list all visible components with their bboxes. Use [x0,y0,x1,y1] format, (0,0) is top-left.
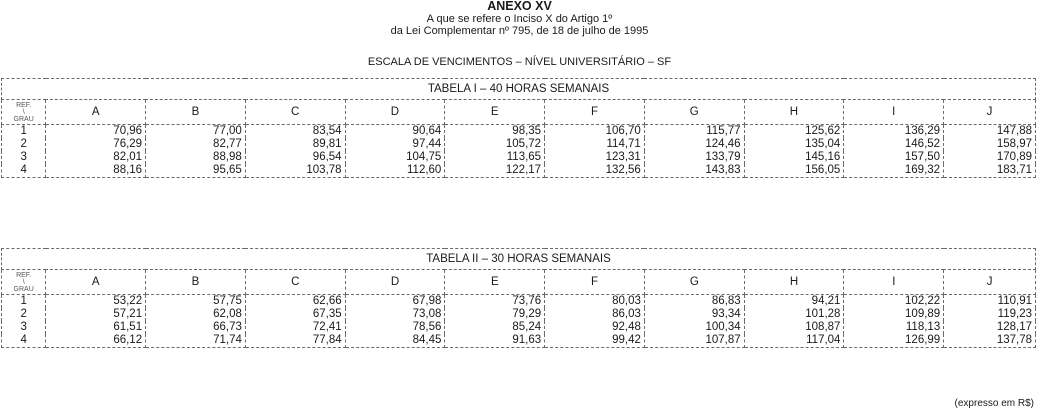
table-caption: TABELA I – 40 HORAS SEMANAIS [2,79,1036,100]
column-header: A [46,100,146,125]
salary-value-cell: 125,62 [744,125,844,139]
salary-value-cell: 92,48 [545,321,645,334]
ref-grau-header [2,270,46,295]
salary-value-cell: 88,98 [146,151,246,164]
grau-cell: 3 [2,151,46,164]
salary-value-cell: 145,16 [744,151,844,164]
salary-value-cell: 97,44 [345,138,445,151]
annex-title: ANEXO XV [487,0,552,13]
scale-title: ESCALA DE VENCIMENTOS – NÍVEL UNIVERSITÁRIO – SF [367,56,672,68]
salary-value-cell: 84,45 [345,334,445,348]
salary-value-cell: 110,91 [944,295,1036,309]
salary-value-cell: 91,63 [445,334,545,348]
salary-value-cell: 89,81 [245,138,345,151]
salary-value-cell: 61,51 [46,321,146,334]
column-header: A [46,270,146,295]
salary-value-cell: 128,17 [944,321,1036,334]
salary-value-cell: 106,70 [545,125,645,139]
salary-value-cell: 70,96 [46,125,146,139]
salary-value-cell: 95,65 [146,164,246,178]
salary-value-cell: 82,01 [46,151,146,164]
column-header: G [644,100,744,125]
salary-value-cell: 78,56 [345,321,445,334]
column-header: I [844,270,944,295]
ref-grau-label: REF. [16,101,32,109]
ref-grau-label: \ [22,108,25,116]
salary-value-cell: 124,46 [644,138,744,151]
salary-value-cell: 133,79 [644,151,744,164]
salary-value-cell: 146,52 [844,138,944,151]
salary-value-cell: 80,03 [545,295,645,309]
salary-value-cell: 94,21 [744,295,844,309]
salary-value-cell: 79,29 [445,308,545,321]
salary-value-cell: 157,50 [844,151,944,164]
salary-value-cell: 123,31 [545,151,645,164]
salary-value-cell: 114,71 [545,138,645,151]
salary-value-cell: 73,76 [445,295,545,309]
salary-value-cell: 99,42 [545,334,645,348]
salary-value-cell: 107,87 [644,334,744,348]
salary-value-cell: 53,22 [46,295,146,309]
salary-value-cell: 98,35 [445,125,545,139]
column-header: D [345,100,445,125]
salary-value-cell: 62,66 [245,295,345,309]
table-row [2,138,1036,151]
currency-footnote: (expresso em R$) [954,398,1034,409]
column-header: J [944,270,1036,295]
salary-value-cell: 132,56 [545,164,645,178]
salary-value-cell: 103,78 [245,164,345,178]
salary-value-cell: 71,74 [146,334,246,348]
salary-value-cell: 82,77 [146,138,246,151]
grau-cell: 4 [2,164,46,178]
salary-value-cell: 100,34 [644,321,744,334]
grau-cell: 4 [2,334,46,348]
salary-value-cell: 66,12 [46,334,146,348]
grau-cell: 1 [2,125,46,139]
salary-value-cell: 135,04 [744,138,844,151]
salary-value-cell: 113,65 [445,151,545,164]
salary-value-cell: 169,32 [844,164,944,178]
salary-value-cell: 183,71 [944,164,1036,178]
salary-value-cell: 76,29 [46,138,146,151]
salary-value-cell: 67,35 [245,308,345,321]
column-header: H [744,270,844,295]
salary-value-cell: 104,75 [345,151,445,164]
column-header: C [245,100,345,125]
salary-value-cell: 62,08 [146,308,246,321]
salary-value-cell: 77,84 [245,334,345,348]
salary-value-cell: 143,83 [644,164,744,178]
column-header: F [545,270,645,295]
grau-cell: 2 [2,138,46,151]
table-row [2,334,1036,348]
salary-value-cell: 96,54 [245,151,345,164]
ref-grau-header [2,100,46,125]
salary-value-cell: 122,17 [445,164,545,178]
salary-value-cell: 156,05 [744,164,844,178]
column-header: E [445,270,545,295]
salary-value-cell: 57,75 [146,295,246,309]
table-row [2,321,1036,334]
column-header: D [345,270,445,295]
salary-value-cell: 77,00 [146,125,246,139]
salary-value-cell: 158,97 [944,138,1036,151]
salary-value-cell: 73,08 [345,308,445,321]
column-header-row [2,100,1036,125]
salary-value-cell: 66,73 [146,321,246,334]
column-header: G [644,270,744,295]
table-row [2,151,1036,164]
salary-value-cell: 112,60 [345,164,445,178]
column-header: B [146,270,246,295]
annex-subtitle-line2: da Lei Complementar nº 795, de 18 de julho de 1995 [390,25,649,37]
salary-value-cell: 90,64 [345,125,445,139]
salary-value-cell: 67,98 [345,295,445,309]
salary-table-1 [1,78,1036,178]
salary-value-cell: 102,22 [844,295,944,309]
salary-value-cell: 83,54 [245,125,345,139]
column-header: I [844,100,944,125]
salary-value-cell: 115,77 [644,125,744,139]
salary-value-cell: 86,83 [644,295,744,309]
salary-value-cell: 57,21 [46,308,146,321]
grau-cell: 2 [2,308,46,321]
grau-cell: 1 [2,295,46,309]
salary-value-cell: 118,13 [844,321,944,334]
annex-subtitle-line1: A que se refere o Inciso X do Artigo 1º [426,13,613,25]
table-caption-row [2,79,1036,100]
salary-value-cell: 93,34 [644,308,744,321]
grau-cell: 3 [2,321,46,334]
salary-value-cell: 101,28 [744,308,844,321]
column-header: E [445,100,545,125]
column-header: J [944,100,1036,125]
salary-value-cell: 117,04 [744,334,844,348]
column-header: F [545,100,645,125]
salary-value-cell: 136,29 [844,125,944,139]
table-row [2,125,1036,139]
salary-value-cell: 105,72 [445,138,545,151]
column-header: H [744,100,844,125]
salary-value-cell: 137,78 [944,334,1036,348]
salary-value-cell: 108,87 [744,321,844,334]
salary-value-cell: 147,88 [944,125,1036,139]
salary-value-cell: 119,23 [944,308,1036,321]
column-header-row [2,270,1036,295]
ref-grau-label: GRAU [13,115,34,123]
ref-grau-label: \ [22,278,25,286]
salary-value-cell: 126,99 [844,334,944,348]
salary-value-cell: 72,41 [245,321,345,334]
table-caption-row [2,249,1036,270]
salary-value-cell: 109,89 [844,308,944,321]
salary-value-cell: 86,03 [545,308,645,321]
salary-table-2 [1,248,1036,348]
ref-grau-label: REF. [16,271,32,279]
column-header: C [245,270,345,295]
salary-value-cell: 170,89 [944,151,1036,164]
table-row [2,164,1036,178]
column-header: B [146,100,246,125]
table-row [2,295,1036,309]
salary-value-cell: 88,16 [46,164,146,178]
ref-grau-label: GRAU [13,285,34,293]
table-row [2,308,1036,321]
salary-value-cell: 85,24 [445,321,545,334]
table-caption: TABELA II – 30 HORAS SEMANAIS [2,249,1036,270]
